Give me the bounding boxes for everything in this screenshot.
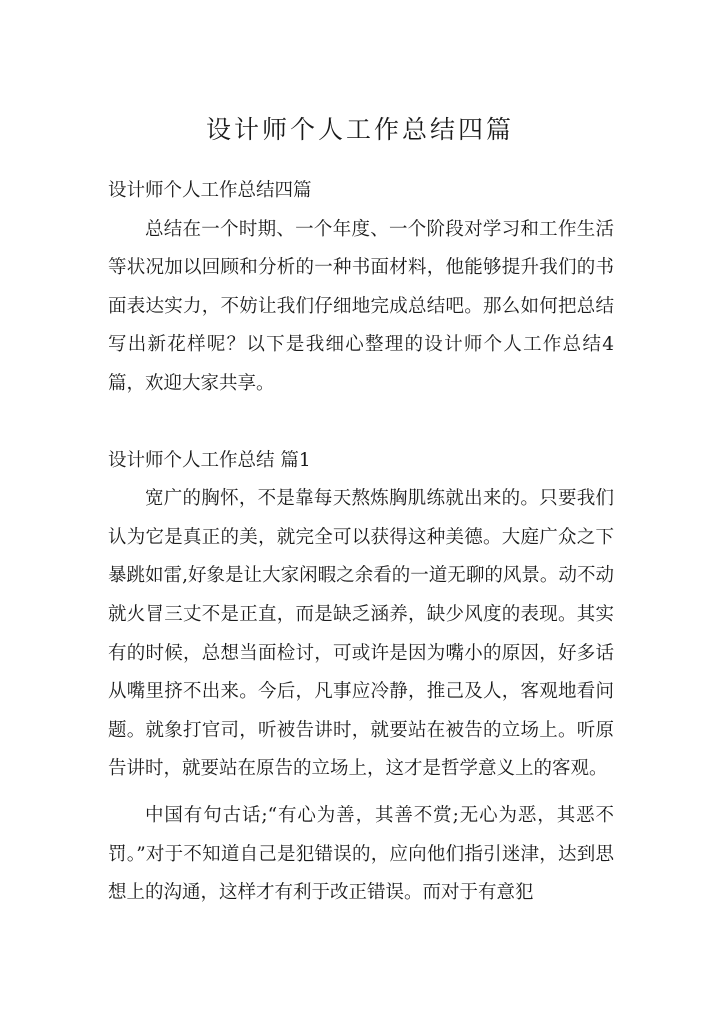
paragraph-spacer [108,404,614,442]
document-body [108,172,614,913]
section-heading: 设计师个人工作总结 篇1 [108,449,311,471]
body-paragraph: 宽广的胸怀，不是靠每天熬炼胸肌练就出来的。只要我们认为它是真正的美，就完全可以获得这种美德。大庭广众之下暴跳如雷,好象是让大家闲暇之余看的一道无聊的风景。动不动就火冒三丈不是正直，而是缺乏涵养，缺少风度的表现。其实有的时候，总想当面检讨，可或许是因为嘴小的原因，好多话从嘴里挤不出来。今后，凡事应冷静，推己及人，客观地看问题。就象打官司，听被告讲时，就要站在被告的立场上。听原告讲时，就要站在原告的立场上，这才是哲学意义上的客观。 [108,488,614,780]
document-title: 设计师个人工作总结四篇 [205,115,514,144]
intro-paragraph: 总结在一个时期、一个年度、一个阶段对学习和工作生活等状况加以回顾和分析的一种书面材料，他能够提升我们的书面表达实力，不妨让我们仔细地完成总结吧。那么如何把总结写出新花样呢？以下是我细心整理的设计师个人工作总结4篇，欢迎大家共享。 [108,218,614,394]
document-subtitle: 设计师个人工作总结四篇 [108,180,312,201]
body-paragraph: 中国有句古话;“有心为善，其善不赏;无心为恶，其恶不罚。”对于不知道自己是犯错误的，应向他们指引迷津，达到思想上的沟通，这样才有利于改正错误。而对于有意犯 [108,804,614,904]
